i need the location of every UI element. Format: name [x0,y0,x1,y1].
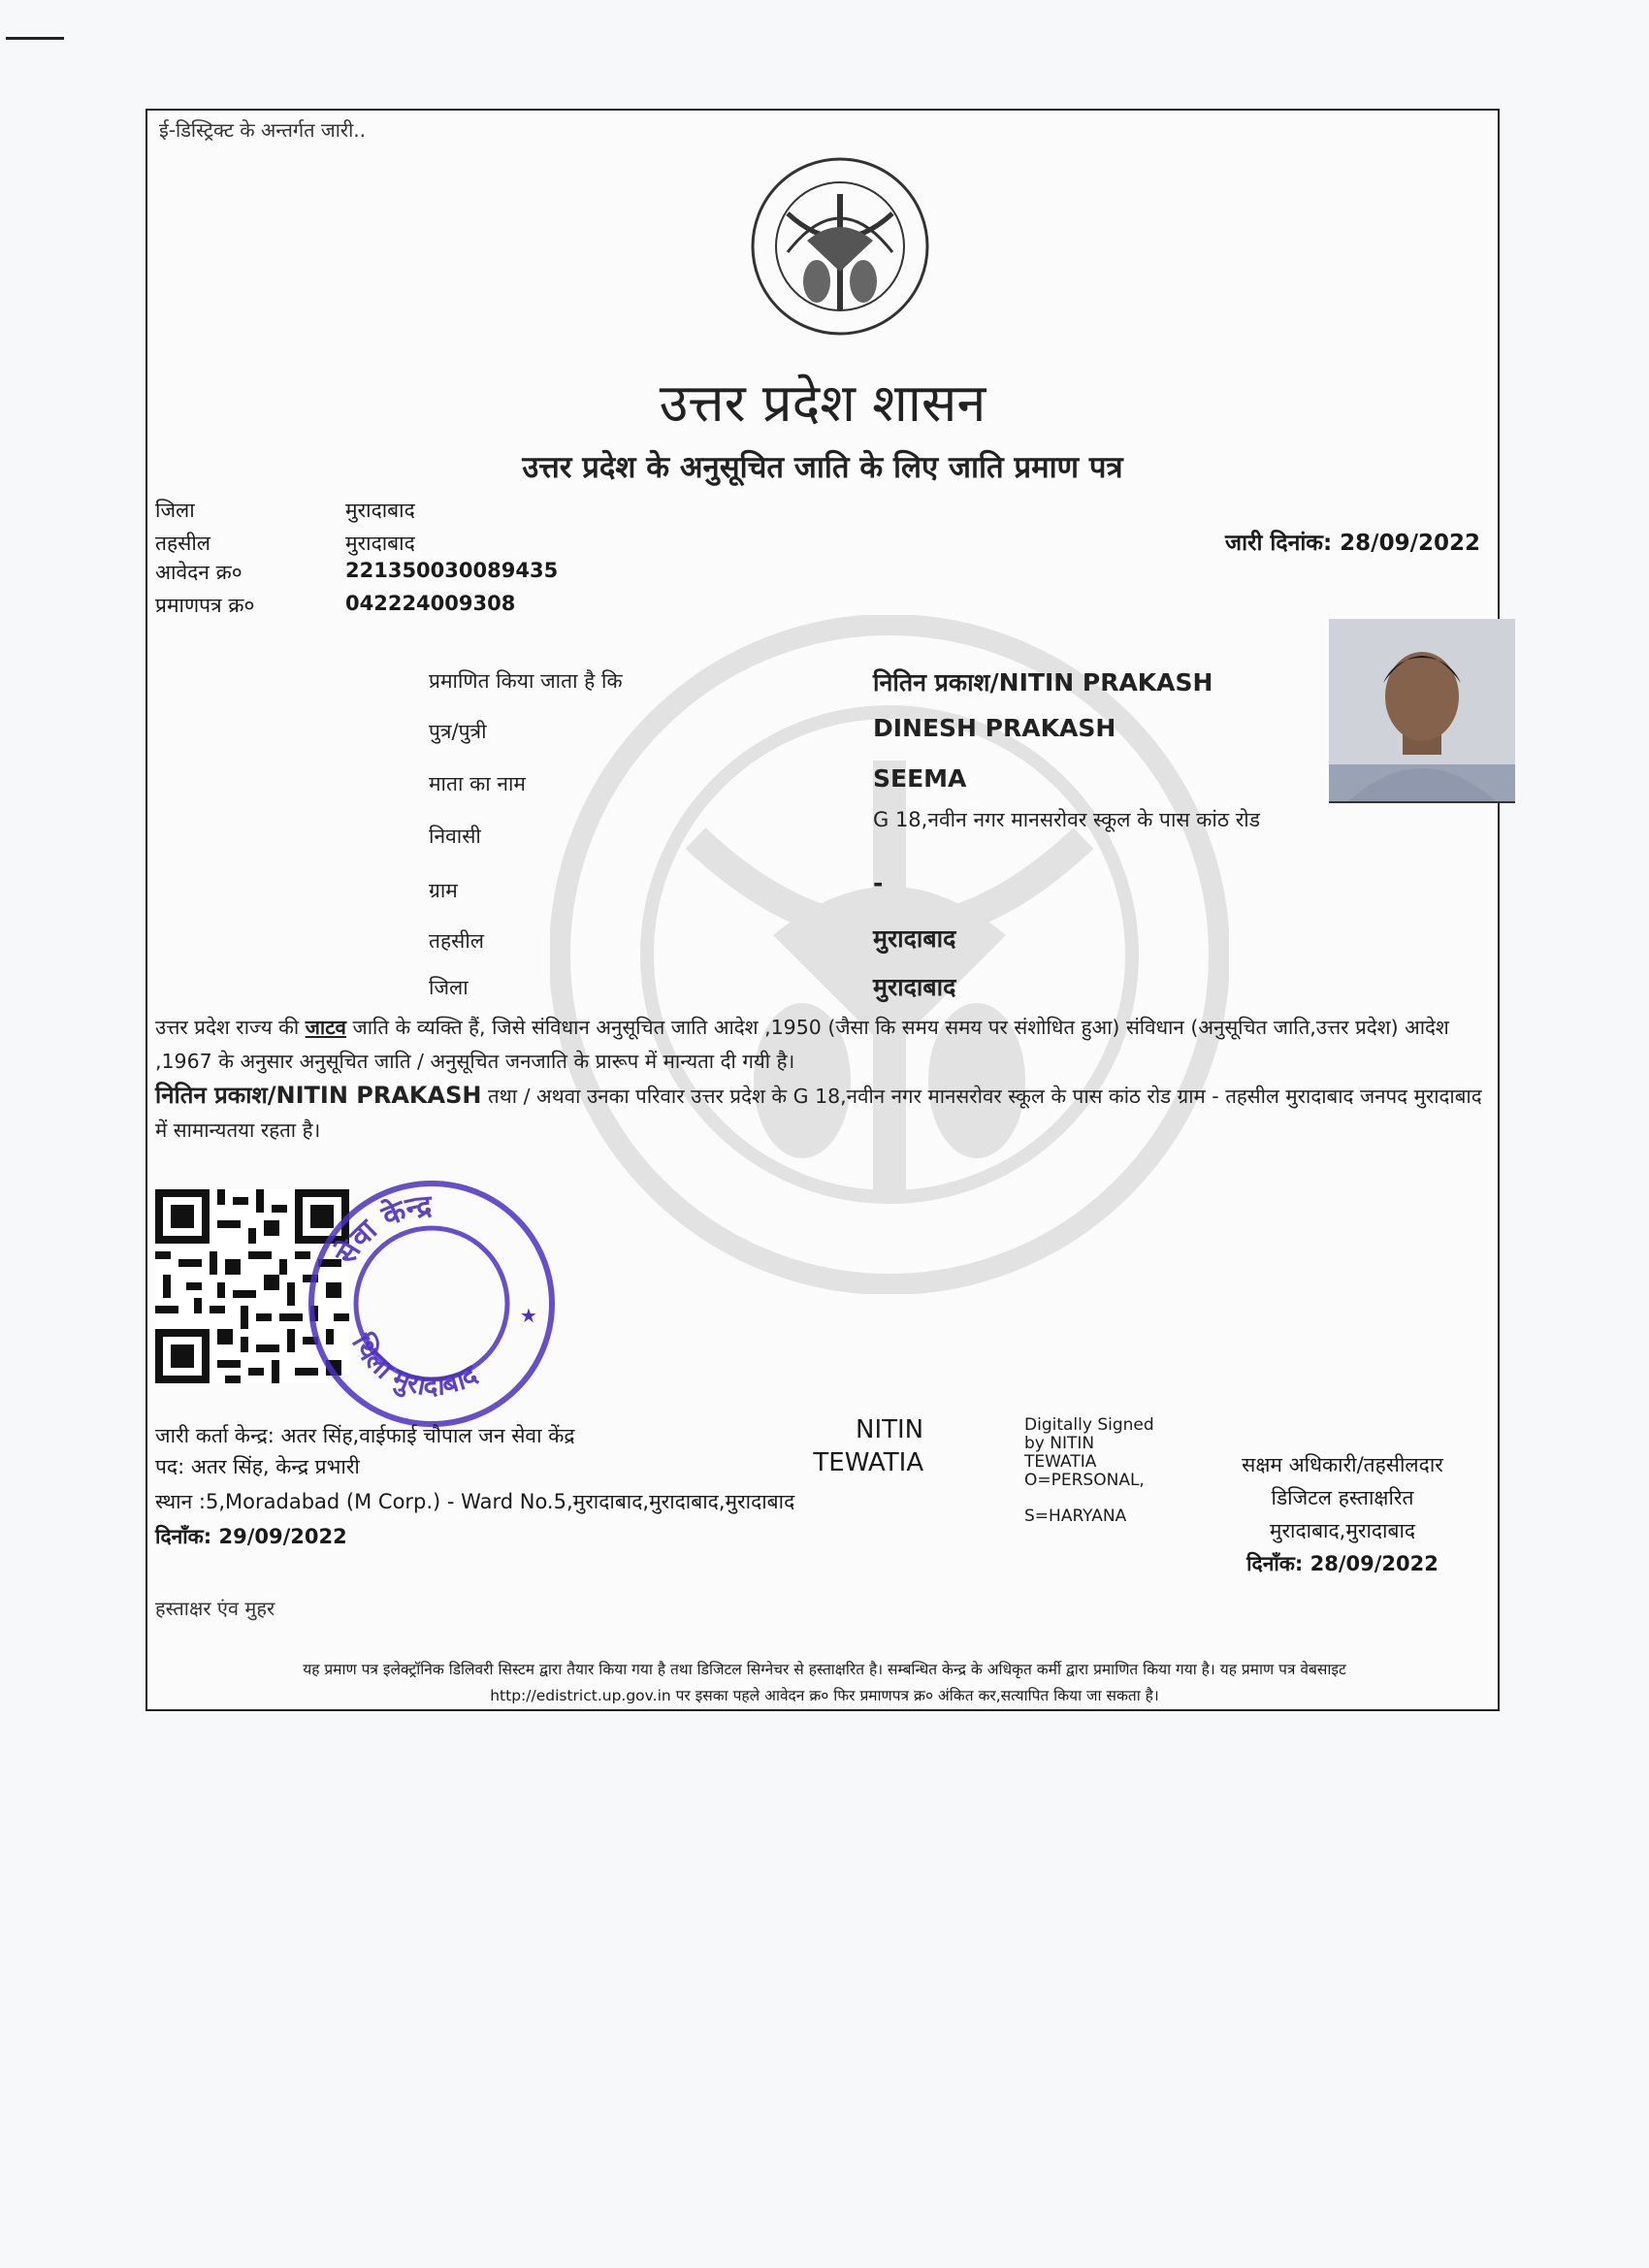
svg-text:सेवा केन्द्र: सेवा केन्द्र [329,1188,434,1271]
paragraph-name: नितिन प्रकाश/NITIN PRAKASH [155,1082,482,1109]
page-title: उत्तर प्रदेश शासन [659,373,986,434]
issuer-post: पद: अतर सिंह, केन्द्र प्रभारी [155,1455,360,1478]
scan-edge-mark [6,37,64,40]
field-label-mother: माता का नाम [429,772,526,795]
field-label-tehsil: तहसील [429,929,484,953]
field-label-district: जिला [429,976,469,999]
field-value-name: नितिन प्रकाश/NITIN PRAKASH [873,668,1213,697]
header-note: ई-डिस्ट्रिक्ट के अन्तर्गत जारी.. [159,118,366,142]
field-value-tehsil: मुरादाबाद [873,924,956,953]
certificate-subtitle: उत्तर प्रदेश के अनुसूचित जाति के लिए जाति प्रमाण पत्र [522,450,1123,485]
certificate: ई-डिस्ट्रिक्ट के अन्तर्गत जारी.. उत्तर प्रदेश शासन उत्तर प्रदेश के अनुसूचित जाति के लिए जाति प्रमाण पत्र जिला मुरादाबाद तहसील मुरादाबाद आवेदन क्र० 221350030089435 प्रमाणपत्र क्र० 042224009308 जारी दिनांक: 28/09/2022 प्रमाणित किया जाता है कि नितिन प्रकाश/NITIN PRAKASH पुत्र/पुत्री DINESH PRAKASH माता का नाम SEEMA निवासी G 18,नवीन नगर मानसरोवर स्कूल के पास कांठ रोड ग्राम - तहसील मुरादाबाद जिला मुरादाबाद उत्तर प्रदेश राज्य की जाटव जाति के व्यक्ति हैं, जिसे संविधान अनुसूचित जाति आदेश ,1950 (जैसा कि समय समय पर संशोधित हुआ) संविधान (अनुसूचित जाति,उत्तर प्रदेश) आदेश ,1967 के अनुसार अनुसूचित जाति / अनुसूचित जनजाति के प्रारूप में मान्यता दी गयी है। नितिन प्रकाश/NITIN PRAKASH तथा / अथवा उनका परिवार उत्तर प्रदेश के G 18,नवीन नगर मानसरोवर स्कूल के पास कांठ रोड ग्राम - तहसील मुरादाबाद जनपद मुरादाबाद में सामान्यतया रहता है। सेवा केन्द्र थिला मुरादाबाद ★ जारी कर्ता केन्द्र: अतर सिंह,वाईफाई चौपाल जन सेवा केंद्र पद: अतर सिंह, केन्द्र प्रभारी स्थान :5,Moradabad (M Corp.) - Ward No.5,मुरादाबाद,मुरादाबाद,मुरादाबाद दिनाँक: 29/09/2022 NITIN TEWATIA Digitally Signed by NITIN TEWATIA O=PERSONAL, S=HARYANA सक्षम अधिकारी/तहसीलदार डिजिटल हस्ताक्षरित मुरादाबाद,मुरादाबाद दिनाँक: 28/09/2022 हस्ताक्षर एंव मुहर यह प्रमाण पत्र इलेक्ट्रॉनिक डिलिवरी सिस्टम द्वारा तैयार किया गया है तथा डिजिटल सिग्नेचर से हस्ताक्षरित है। सम्बन्धित केन्द्र के अधिकृत कर्मी द्वारा प्रमाणित किया गया है। यह प्रमाण पत्र वेबसाइट http://edistrict.up.gov.in पर इसका पहले आवेदन क्र० फिर प्रमाणपत्र क्र० अंकित कर,सत्यापित किया जा सकता है। [146,109,1500,1711]
officer-signed: डिजिटल हस्ताक्षरित [1271,1486,1414,1509]
field-value-village: - [873,869,884,897]
digital-signature-details: Digitally Signed by NITIN TEWATIA O=PERSONAL, S=HARYANA [1024,1415,1154,1526]
field-label-child-of: पुत्र/पुत्री [429,720,487,743]
caste-name: जाटव [305,1016,346,1039]
officer-title: सक्षम अधिकारी/तहसीलदार [1242,1453,1443,1476]
svg-text:★: ★ [520,1304,537,1327]
signature-note: हस्ताक्षर एंव मुहर [155,1597,275,1620]
officer-place: मुरादाबाद,मुरादाबाद [1269,1519,1416,1542]
certificate-paragraph: उत्तर प्रदेश राज्य की जाटव जाति के व्यक्ति हैं, जिसे संविधान अनुसूचित जाति आदेश ,1950 (जैसा कि समय समय पर संशोधित हुआ) संविधान (अनुसूचित जाति,उत्तर प्रदेश) आदेश ,1967 के अनुसार अनुसूचित जाति / अनुसूचित जनजाति के प्रारूप में मान्यता दी गयी है। नितिन प्रकाश/NITIN PRAKASH तथा / अथवा उनका परिवार उत्तर प्रदेश के G 18,नवीन नगर मानसरोवर स्कूल के पास कांठ रोड ग्राम - तहसील मुरादाबाद जनपद मुरादाबाद में सामान्यतया रहता है। [155,1016,1482,1142]
footer-note: यह प्रमाण पत्र इलेक्ट्रॉनिक डिलिवरी सिस्टम द्वारा तैयार किया गया है तथा डिजिटल सिग्नेचर से हस्ताक्षरित है। सम्बन्धित केन्द्र के अधिकृत कर्मी द्वारा प्रमाणित किया गया है। यह प्रमाण पत्र वेबसाइट http://edistrict.up.gov.in पर इसका पहले आवेदन क्र० फिर प्रमाणपत्र क्र० अंकित कर,सत्यापित किया जा सकता है। [157,1657,1492,1709]
field-label-certified: प्रमाणित किया जाता है कि [429,669,623,693]
field-value-father: DINESH PRAKASH [873,714,1116,742]
field-label-village: ग्राम [429,879,458,902]
issuer-place: स्थान :5,Moradabad (M Corp.) - Ward No.5,मुरादाबाद,मुरादाबाद,मुरादाबाद [155,1490,795,1513]
field-value-address: G 18,नवीन नगर मानसरोवर स्कूल के पास कांठ रोड [873,808,1260,831]
verification-link[interactable]: http://edistrict.up.gov.in पर इसका पहले आवेदन क्र० फिर प्रमाणपत्र क्र० अंकित कर,सत्यापित किया जा सकता है। [490,1687,1159,1704]
field-label-resident: निवासी [429,825,481,848]
field-value-mother: SEEMA [873,764,967,793]
officer-date: दिनाँक: 28/09/2022 [1246,1552,1439,1575]
field-value-district: मुरादाबाद [873,973,956,1001]
svg-text:थिला मुरादाबाद: थिला मुरादाबाद [345,1328,483,1403]
issuer-date: दिनाँक: 29/09/2022 [155,1525,347,1548]
seva-kendra-seal-stamp [305,1177,559,1431]
digital-signature-name: NITIN TEWATIA [813,1415,924,1477]
issuing-center: जारी कर्ता केन्द्र: अतर सिंह,वाईफाई चौपाल जन सेवा केंद्र [155,1424,575,1447]
issue-date: जारी दिनांक: 28/09/2022 [1225,531,1480,556]
